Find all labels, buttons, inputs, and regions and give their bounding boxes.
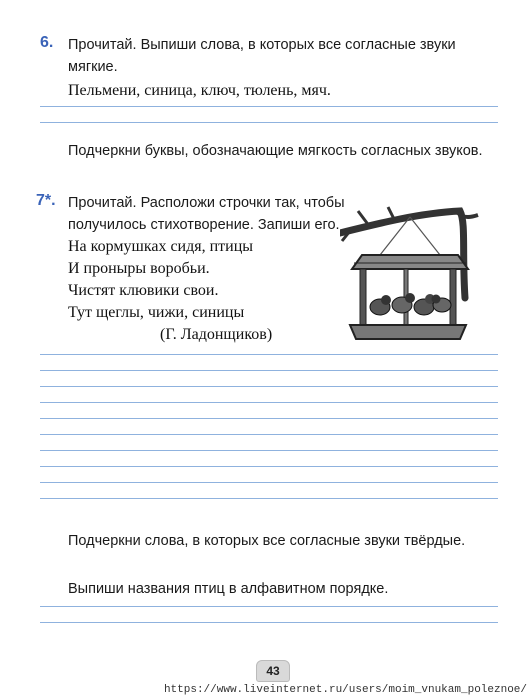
poem-line: Чистят клювики свои. xyxy=(68,282,219,299)
source-url: https://www.liveinternet.ru/users/moim_vnukam_poleznoe/ xyxy=(163,684,527,696)
task-6-underline-instruction: Подчеркни буквы, обозначающие мягкость согласных звуков. xyxy=(68,143,483,159)
writing-line xyxy=(40,434,498,435)
poem-line: На кормушках сидя, птицы xyxy=(68,238,254,255)
task-6-number: 6. xyxy=(40,34,54,51)
writing-line xyxy=(40,402,498,403)
task-6-instruction: Прочитай. Выпиши слова, в которых все согласные звуки мягкие. xyxy=(68,37,456,75)
writing-line xyxy=(40,370,498,371)
task-7-instruction: Прочитай. Расположи строчки так, чтобы получилось стихотворение. Запиши его. xyxy=(68,195,345,233)
writing-line xyxy=(40,622,498,623)
poem-line: И проныры воробьи. xyxy=(68,260,210,277)
writing-line xyxy=(40,386,498,387)
writing-line xyxy=(40,450,498,451)
writing-line xyxy=(40,498,498,499)
writing-line xyxy=(40,106,498,107)
task-7-underline-instruction: Подчеркни слова, в которых все согласные звуки твёрдые. xyxy=(68,533,466,549)
writing-line xyxy=(40,122,498,123)
bird-feeder-icon xyxy=(340,193,480,353)
writing-line xyxy=(40,466,498,467)
writing-line xyxy=(40,606,498,607)
task-6-words: Пельмени, синица, ключ, тюлень, мяч. xyxy=(68,82,331,99)
writing-line xyxy=(40,418,498,419)
poem-author: (Г. Ладонщиков) xyxy=(160,326,273,343)
poem-line: Тут щеглы, чижи, синицы xyxy=(68,304,245,321)
writing-line xyxy=(40,482,498,483)
writing-line xyxy=(40,354,498,355)
page-number: 43 xyxy=(256,660,290,682)
task-7-alphabet-instruction: Выпиши названия птиц в алфавитном порядке. xyxy=(68,581,389,597)
task-7-number: 7*. xyxy=(36,192,56,209)
